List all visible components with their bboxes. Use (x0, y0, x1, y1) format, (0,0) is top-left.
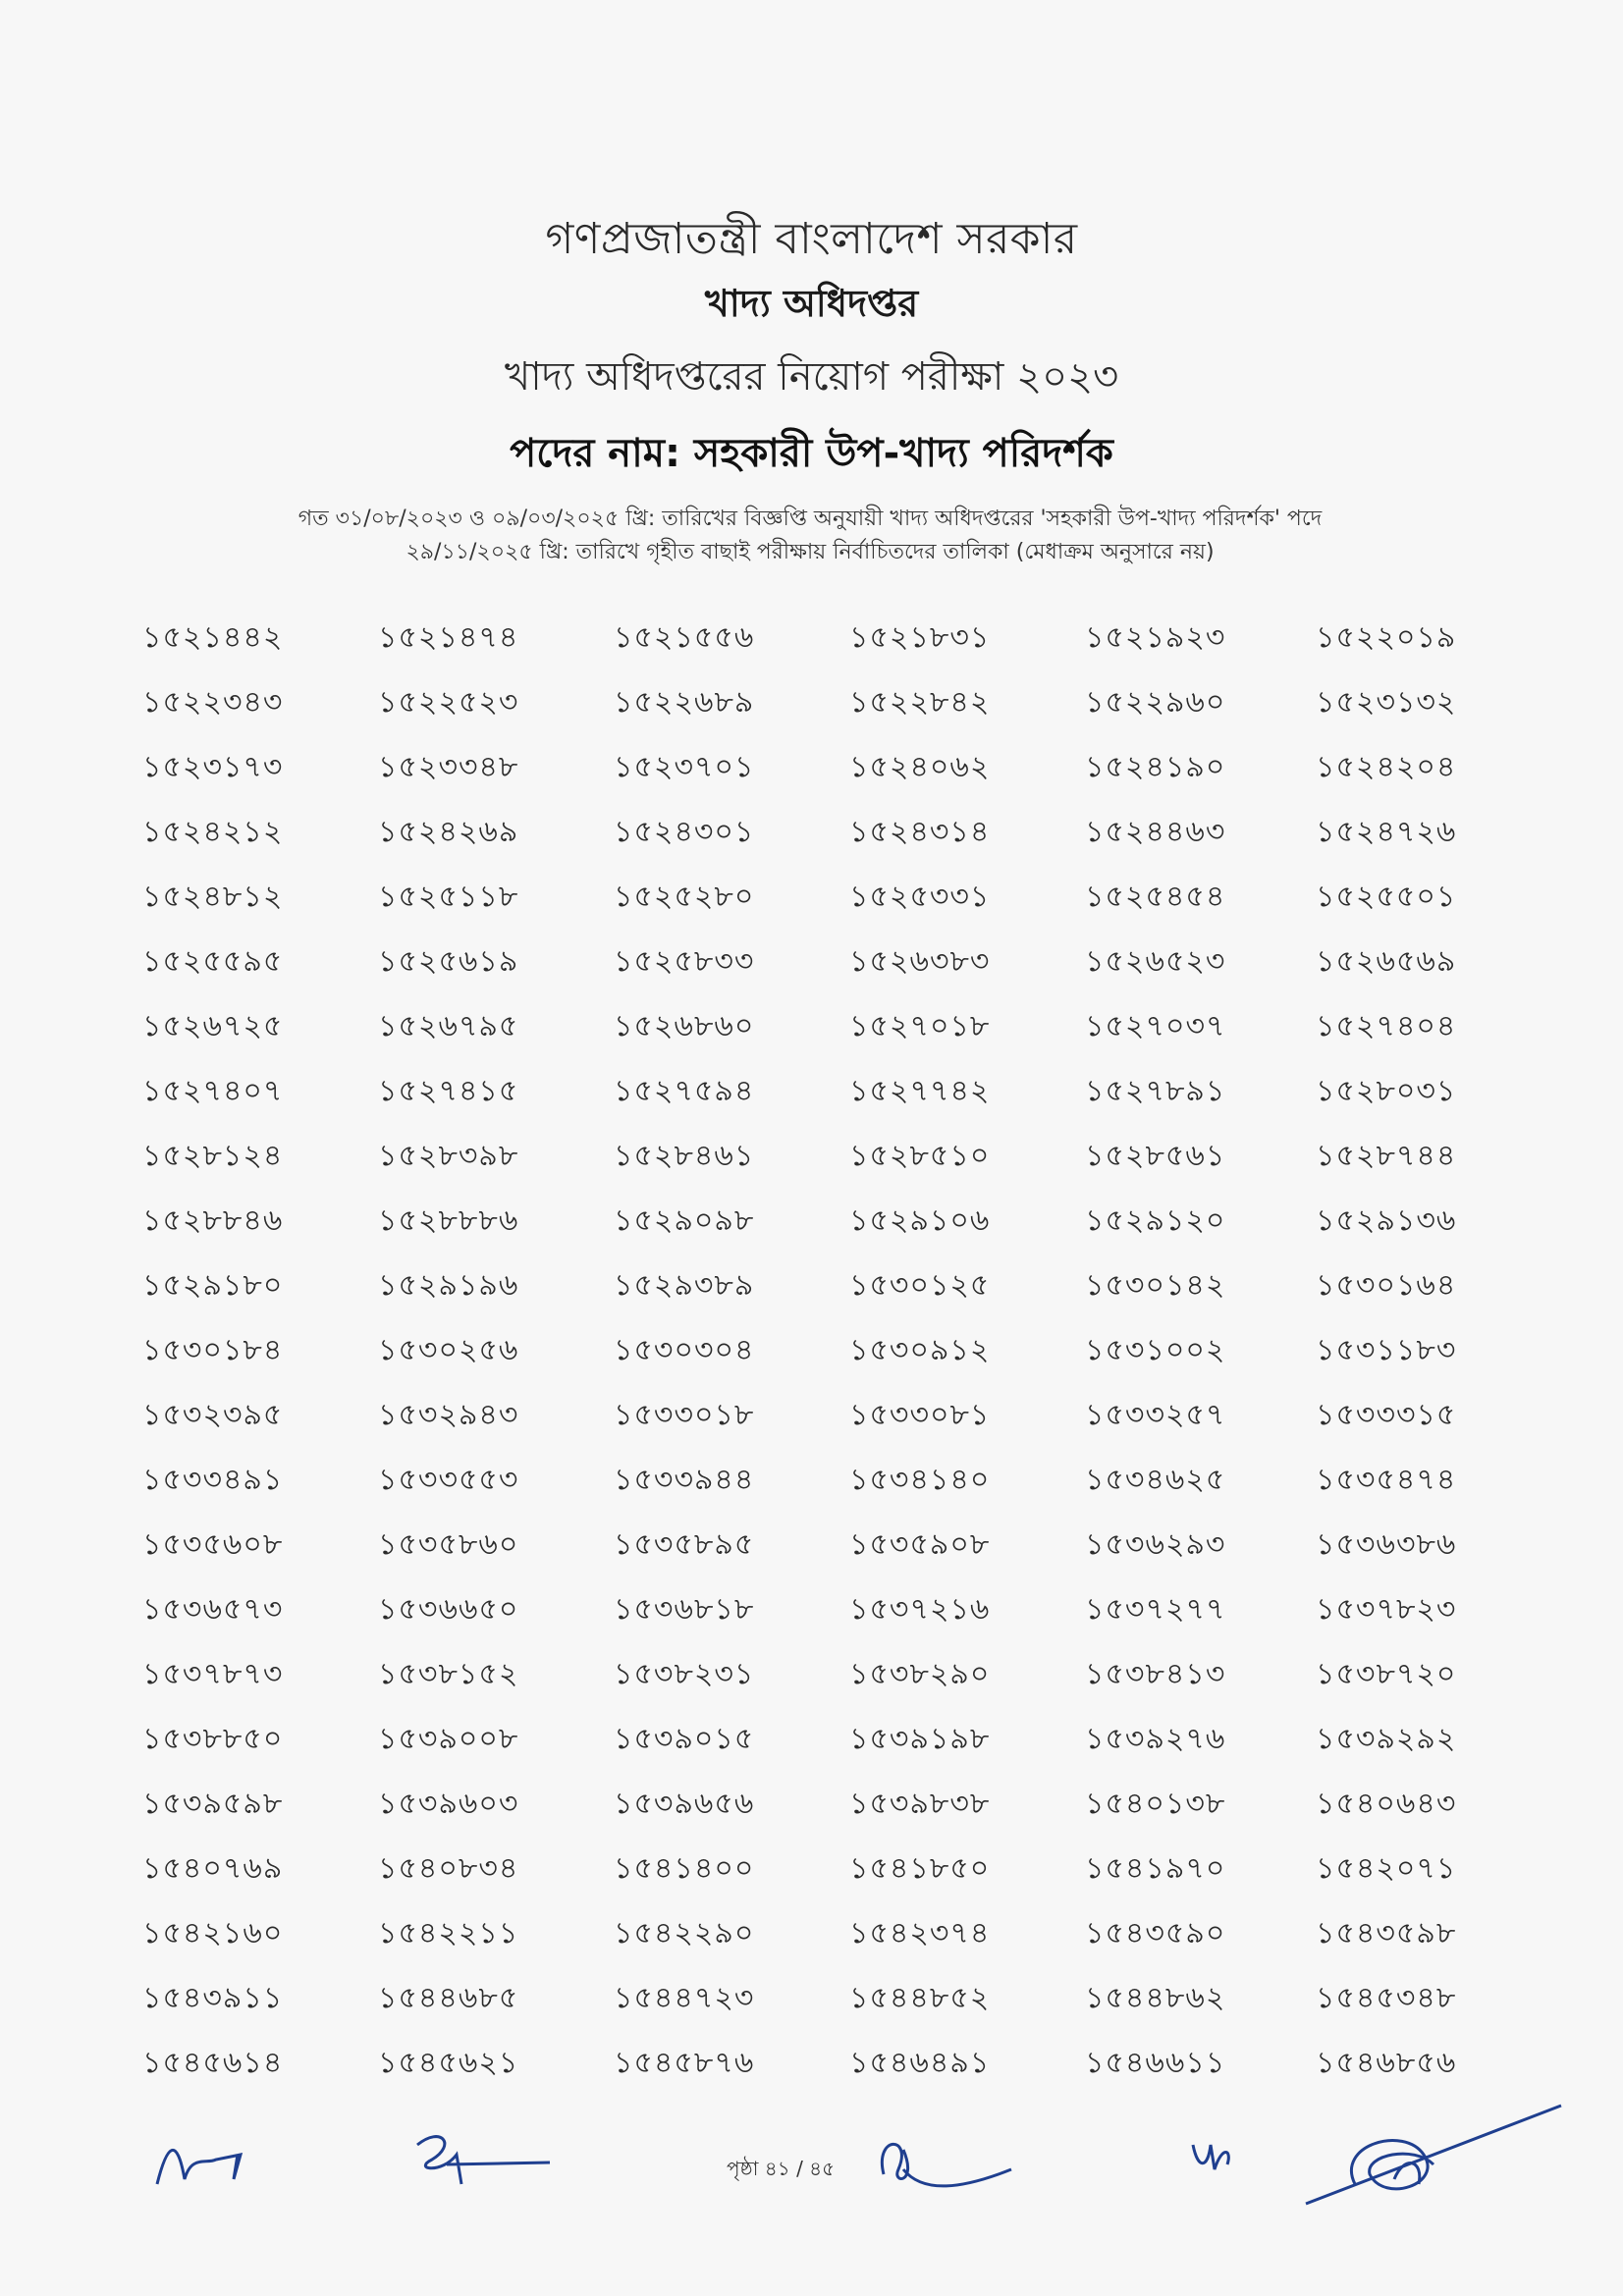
roll-number: ১৫৩৯৬৫৬ (614, 1787, 755, 1821)
roll-number: ১৫৩৫৬০৮ (142, 1527, 284, 1562)
roll-number: ১৫৩৭২১৬ (849, 1592, 991, 1627)
table-row (137, 1002, 1502, 1067)
roll-number: ১৫৪০৭৬৯ (142, 1851, 284, 1886)
roll-number: ১৫২৮৮৮৬ (378, 1203, 519, 1238)
table-row (137, 808, 1502, 873)
roll-number: ১৫৩৮৮৫০ (142, 1722, 284, 1756)
roll-number: ১৫৪৩৯১১ (142, 1981, 284, 2015)
signature-1 (147, 2125, 285, 2204)
roll-number: ১৫৪৬৮৫৬ (1316, 2046, 1457, 2080)
roll-number: ১৫৪১৮৫০ (849, 1851, 991, 1886)
roll-number: ১৫৪৫৬১৪ (142, 2046, 284, 2080)
roll-number: ১৫২৮৮৪৬ (142, 1203, 284, 1238)
roll-number: ১৫২৫৮৩৩ (614, 944, 755, 979)
roll-number: ১৫২৯১০৬ (849, 1203, 991, 1238)
roll-number: ১৫২৩১৭৩ (142, 750, 284, 784)
roll-number: ১৫৩৫৪৭৪ (1316, 1463, 1457, 1497)
roll-number: ১৫৩৬২৯৩ (1085, 1527, 1226, 1562)
roll-number: ১৫৩৩০১৮ (614, 1398, 755, 1432)
table-row (137, 1326, 1502, 1391)
notice-line-1: গত ৩১/০৮/২০২৩ ও ০৯/০৩/২০২৫ খ্রি: তারিখের বিজ্ঞপ্তি অনুযায়ী খাদ্য অধিদপ্তরের 'সহকারী উপ-খাদ্য পরিদর্শক' পদে (298, 507, 1323, 531)
roll-number: ১৫৩১০০২ (1085, 1333, 1226, 1367)
roll-number: ১৫৩৩৩১৫ (1316, 1398, 1457, 1432)
table-row (137, 937, 1502, 1002)
roll-number: ১৫৩৩৯৪৪ (614, 1463, 755, 1497)
roll-number: ১৫২২৬৮৯ (614, 685, 755, 720)
roll-number: ১৫২২৯৬০ (1085, 685, 1226, 720)
roll-number: ১৫২৮৫৬১ (1085, 1139, 1226, 1173)
roll-number: ১৫২৫২৮০ (614, 880, 755, 914)
roll-number: ১৫৩৯১৯৮ (849, 1722, 991, 1756)
roll-number: ১৫৪৪৮৫২ (849, 1981, 991, 2015)
roll-number: ১৫৩৭৮২৩ (1316, 1592, 1457, 1627)
roll-number: ১৫৩৯২৯২ (1316, 1722, 1457, 1756)
roll-number: ১৫২৫৩৩১ (849, 880, 991, 914)
table-row (137, 1261, 1502, 1326)
roll-number: ১৫২৮৫১০ (849, 1139, 991, 1173)
roll-number: ১৫৩৩০৮১ (849, 1398, 991, 1432)
roll-number: ১৫২৩৭০১ (614, 750, 755, 784)
table-row (137, 1844, 1502, 1909)
roll-number: ১৫৩৪৬২৫ (1085, 1463, 1226, 1497)
roll-number: ১৫২৬৭২৫ (142, 1009, 284, 1043)
roll-number: ১৫৪৬৪৯১ (849, 2046, 991, 2080)
table-row (137, 1132, 1502, 1197)
roll-number: ১৫৩০১৪২ (1085, 1268, 1226, 1303)
roll-number: ১৫৪২২৯০ (614, 1916, 755, 1950)
roll-number: ১৫৪৪৮৬২ (1085, 1981, 1226, 2015)
roll-number: ১৫৩৬৩৮৬ (1316, 1527, 1457, 1562)
roll-number: ১৫৩০১৮৪ (142, 1333, 284, 1367)
roll-number: ১৫৩০১৬৪ (1316, 1268, 1457, 1303)
roll-number: ১৫৩৫৯০৮ (849, 1527, 991, 1562)
roll-number: ১৫২৭৪০৭ (142, 1074, 284, 1108)
roll-number: ১৫৪২০৭১ (1316, 1851, 1457, 1886)
roll-number: ১৫৩৯০১৫ (614, 1722, 755, 1756)
roll-number: ১৫৪০১৩৮ (1085, 1787, 1226, 1821)
roll-number: ১৫৩০৩০৪ (614, 1333, 755, 1367)
roll-number: ১৫২৮১২৪ (142, 1139, 284, 1173)
roll-number: ১৫৪৬৬১১ (1085, 2046, 1226, 2080)
table-row (137, 1715, 1502, 1780)
roll-number: ১৫৪০৬৪৩ (1316, 1787, 1457, 1821)
roll-number: ১৫২৩৩৪৮ (378, 750, 519, 784)
roll-number: ১৫৩৮২৩১ (614, 1657, 755, 1691)
table-row (137, 873, 1502, 937)
roll-number: ১৫২৪৮১২ (142, 880, 284, 914)
roll-number: ১৫২৬৭৯৫ (378, 1009, 519, 1043)
roll-number: ১৫২৫৪৫৪ (1085, 880, 1226, 914)
roll-number: ১৫২৭০১৮ (849, 1009, 991, 1043)
table-row (137, 1456, 1502, 1521)
roll-number: ১৫৪১৯৭০ (1085, 1851, 1226, 1886)
roll-number: ১৫৪৩৫৯৮ (1316, 1916, 1457, 1950)
roll-number: ১৫২৫১১৮ (378, 880, 519, 914)
roll-number: ১৫৪২৩৭৪ (849, 1916, 991, 1950)
roll-number: ১৫৪৩৫৯০ (1085, 1916, 1226, 1950)
roll-number: ১৫২৯১৮০ (142, 1268, 284, 1303)
roll-number: ১৫২২০১৯ (1316, 620, 1457, 655)
roll-number: ১৫৩৭৮৭৩ (142, 1657, 284, 1691)
roll-number: ১৫২৭৫৯৪ (614, 1074, 755, 1108)
roll-number: ১৫২৯১৯৬ (378, 1268, 519, 1303)
roll-number: ১৫৪২২১১ (378, 1916, 519, 1950)
roll-number: ১৫২১৮৩১ (849, 620, 991, 655)
roll-number: ১৫২৪২৬৯ (378, 815, 519, 849)
roll-number: ১৫৩৪১৪০ (849, 1463, 991, 1497)
roll-number: ১৫৩৯৮৩৮ (849, 1787, 991, 1821)
roll-number: ১৫২৫৬১৯ (378, 944, 519, 979)
table-row (137, 1974, 1502, 2039)
notice-line-2: ২৯/১১/২০২৫ খ্রি: তারিখে গৃহীত বাছাই পরীক্ষায় নির্বাচিতদের তালিকা (মেধাক্রম অনুসারে নয়) (406, 540, 1215, 564)
roll-number: ১৫৩৬৫৭৩ (142, 1592, 284, 1627)
roll-number: ১৫২৭৪০৪ (1316, 1009, 1457, 1043)
roll-number: ১৫৩৮১৫২ (378, 1657, 519, 1691)
roll-number: ১৫২৭৪১৫ (378, 1074, 519, 1108)
roll-number: ১৫৪০৮৩৪ (378, 1851, 519, 1886)
roll-number: ১৫৩৮৭২০ (1316, 1657, 1457, 1691)
roll-number: ১৫৩১১৮৩ (1316, 1333, 1457, 1367)
roll-number: ১৫২৮০৩১ (1316, 1074, 1457, 1108)
roll-number: ১৫২৪২০৪ (1316, 750, 1457, 784)
roll-number: ১৫৩০২৫৬ (378, 1333, 519, 1367)
roll-number: ১৫২৬৮৬০ (614, 1009, 755, 1043)
table-row (137, 1780, 1502, 1844)
roll-number: ১৫২৫৫০১ (1316, 880, 1457, 914)
office-title: খাদ্য অধিদপ্তর (704, 282, 919, 325)
roll-number: ১৫৪৫৮৭৬ (614, 2046, 755, 2080)
roll-number-grid (137, 614, 1502, 2104)
notice-text (147, 503, 1473, 569)
roll-number: ১৫২১৪৭৪ (378, 620, 519, 655)
roll-number: ১৫৩২৯৪৩ (378, 1398, 519, 1432)
roll-number: ১৫৩৫৮৯৫ (614, 1527, 755, 1562)
table-row (137, 1585, 1502, 1650)
signature-4 (1183, 2125, 1242, 2184)
roll-number: ১৫২৭৭৪২ (849, 1074, 991, 1108)
roll-number: ১৫৩৩২৫৭ (1085, 1398, 1226, 1432)
roll-number: ১৫৩৭২৭৭ (1085, 1592, 1226, 1627)
roll-number: ১৫৩০১২৫ (849, 1268, 991, 1303)
roll-number: ১৫৪৪৭২৩ (614, 1981, 755, 2015)
roll-number: ১৫৪৫৬২১ (378, 2046, 519, 2080)
roll-number: ১৫৩৯০০৮ (378, 1722, 519, 1756)
roll-number: ১৫২২৫২৩ (378, 685, 519, 720)
signature-5 (1296, 2086, 1571, 2233)
roll-number: ১৫৩৩৪৯১ (142, 1463, 284, 1497)
signature-2 (403, 2125, 560, 2204)
roll-number: ১৫৩৯২৭৬ (1085, 1722, 1226, 1756)
roll-number: ১৫৩৮২৯০ (849, 1657, 991, 1691)
roll-number: ১৫২১৪৪২ (142, 620, 284, 655)
roll-number: ১৫২৩১৩২ (1316, 685, 1457, 720)
roll-number: ১৫২৪৪৬৩ (1085, 815, 1226, 849)
roll-number: ১৫৪১৪০০ (614, 1851, 755, 1886)
table-row (137, 1909, 1502, 1974)
exam-title: খাদ্য অধিদপ্তরের নিয়োগ পরীক্ষা ২০২৩ (504, 354, 1119, 400)
table-row (137, 1391, 1502, 1456)
roll-number: ১৫২৮৭৪৪ (1316, 1139, 1457, 1173)
roll-number: ১৫২৪৩০১ (614, 815, 755, 849)
roll-number: ১৫২৪২১২ (142, 815, 284, 849)
roll-number: ১৫৩২৩৯৫ (142, 1398, 284, 1432)
roll-number: ১৫৩৯৫৯৮ (142, 1787, 284, 1821)
roll-number: ১৫২৯৩৮৯ (614, 1268, 755, 1303)
roll-number: ১৫২৬৩৮৩ (849, 944, 991, 979)
roll-number: ১৫২৭৮৯১ (1085, 1074, 1226, 1108)
roll-number: ১৫৩৮৪১৩ (1085, 1657, 1226, 1691)
table-row (137, 1067, 1502, 1132)
roll-number: ১৫২৮৪৬১ (614, 1139, 755, 1173)
roll-number: ১৫২৯১২০ (1085, 1203, 1226, 1238)
roll-number: ১৫৪৫৩৪৮ (1316, 1981, 1457, 2015)
roll-number: ১৫২২৮৪২ (849, 685, 991, 720)
roll-number: ১৫৩৬৬৫০ (378, 1592, 519, 1627)
roll-number: ১৫২১৯২৩ (1085, 620, 1226, 655)
roll-number: ১৫২৪৩১৪ (849, 815, 991, 849)
table-row (137, 678, 1502, 743)
signature-footer (0, 2125, 1623, 2214)
roll-number: ১৫৩০৯১২ (849, 1333, 991, 1367)
signature-3 (864, 2125, 1021, 2204)
roll-number: ১৫৩৫৮৬০ (378, 1527, 519, 1562)
roll-number: ১৫২৬৫৬৯ (1316, 944, 1457, 979)
table-row (137, 743, 1502, 808)
roll-number: ১৫৪২১৬০ (142, 1916, 284, 1950)
table-row (137, 1650, 1502, 1715)
roll-number: ১৫৩৩৫৫৩ (378, 1463, 519, 1497)
roll-number: ১৫২৬৫২৩ (1085, 944, 1226, 979)
roll-number: ১৫২৯১৩৬ (1316, 1203, 1457, 1238)
roll-number: ১৫২৯০৯৮ (614, 1203, 755, 1238)
roll-number: ১৫২২৩৪৩ (142, 685, 284, 720)
roll-number: ১৫২৭০৩৭ (1085, 1009, 1226, 1043)
roll-number: ১৫৩৯৬০৩ (378, 1787, 519, 1821)
page-number: পৃষ্ঠা ৪১ / ৪৫ (727, 2157, 836, 2180)
roll-number: ১৫২৪১৯০ (1085, 750, 1226, 784)
roll-number: ১৫২৪৭২৬ (1316, 815, 1457, 849)
roll-number: ১৫২৫৫৯৫ (142, 944, 284, 979)
government-title: গণপ্রজাতন্ত্রী বাংলাদেশ সরকার (545, 214, 1078, 264)
roll-number: ১৫৩৬৮১৮ (614, 1592, 755, 1627)
roll-number: ১৫২১৫৫৬ (614, 620, 755, 655)
table-row (137, 1197, 1502, 1261)
roll-number: ১৫২৪০৬২ (849, 750, 991, 784)
table-row (137, 614, 1502, 678)
table-row (137, 1521, 1502, 1585)
roll-number: ১৫২৮৩৯৮ (378, 1139, 519, 1173)
roll-number: ১৫৪৪৬৮৫ (378, 1981, 519, 2015)
post-title: পদের নাম: সহকারী উপ-খাদ্য পরিদর্শক (510, 431, 1113, 476)
